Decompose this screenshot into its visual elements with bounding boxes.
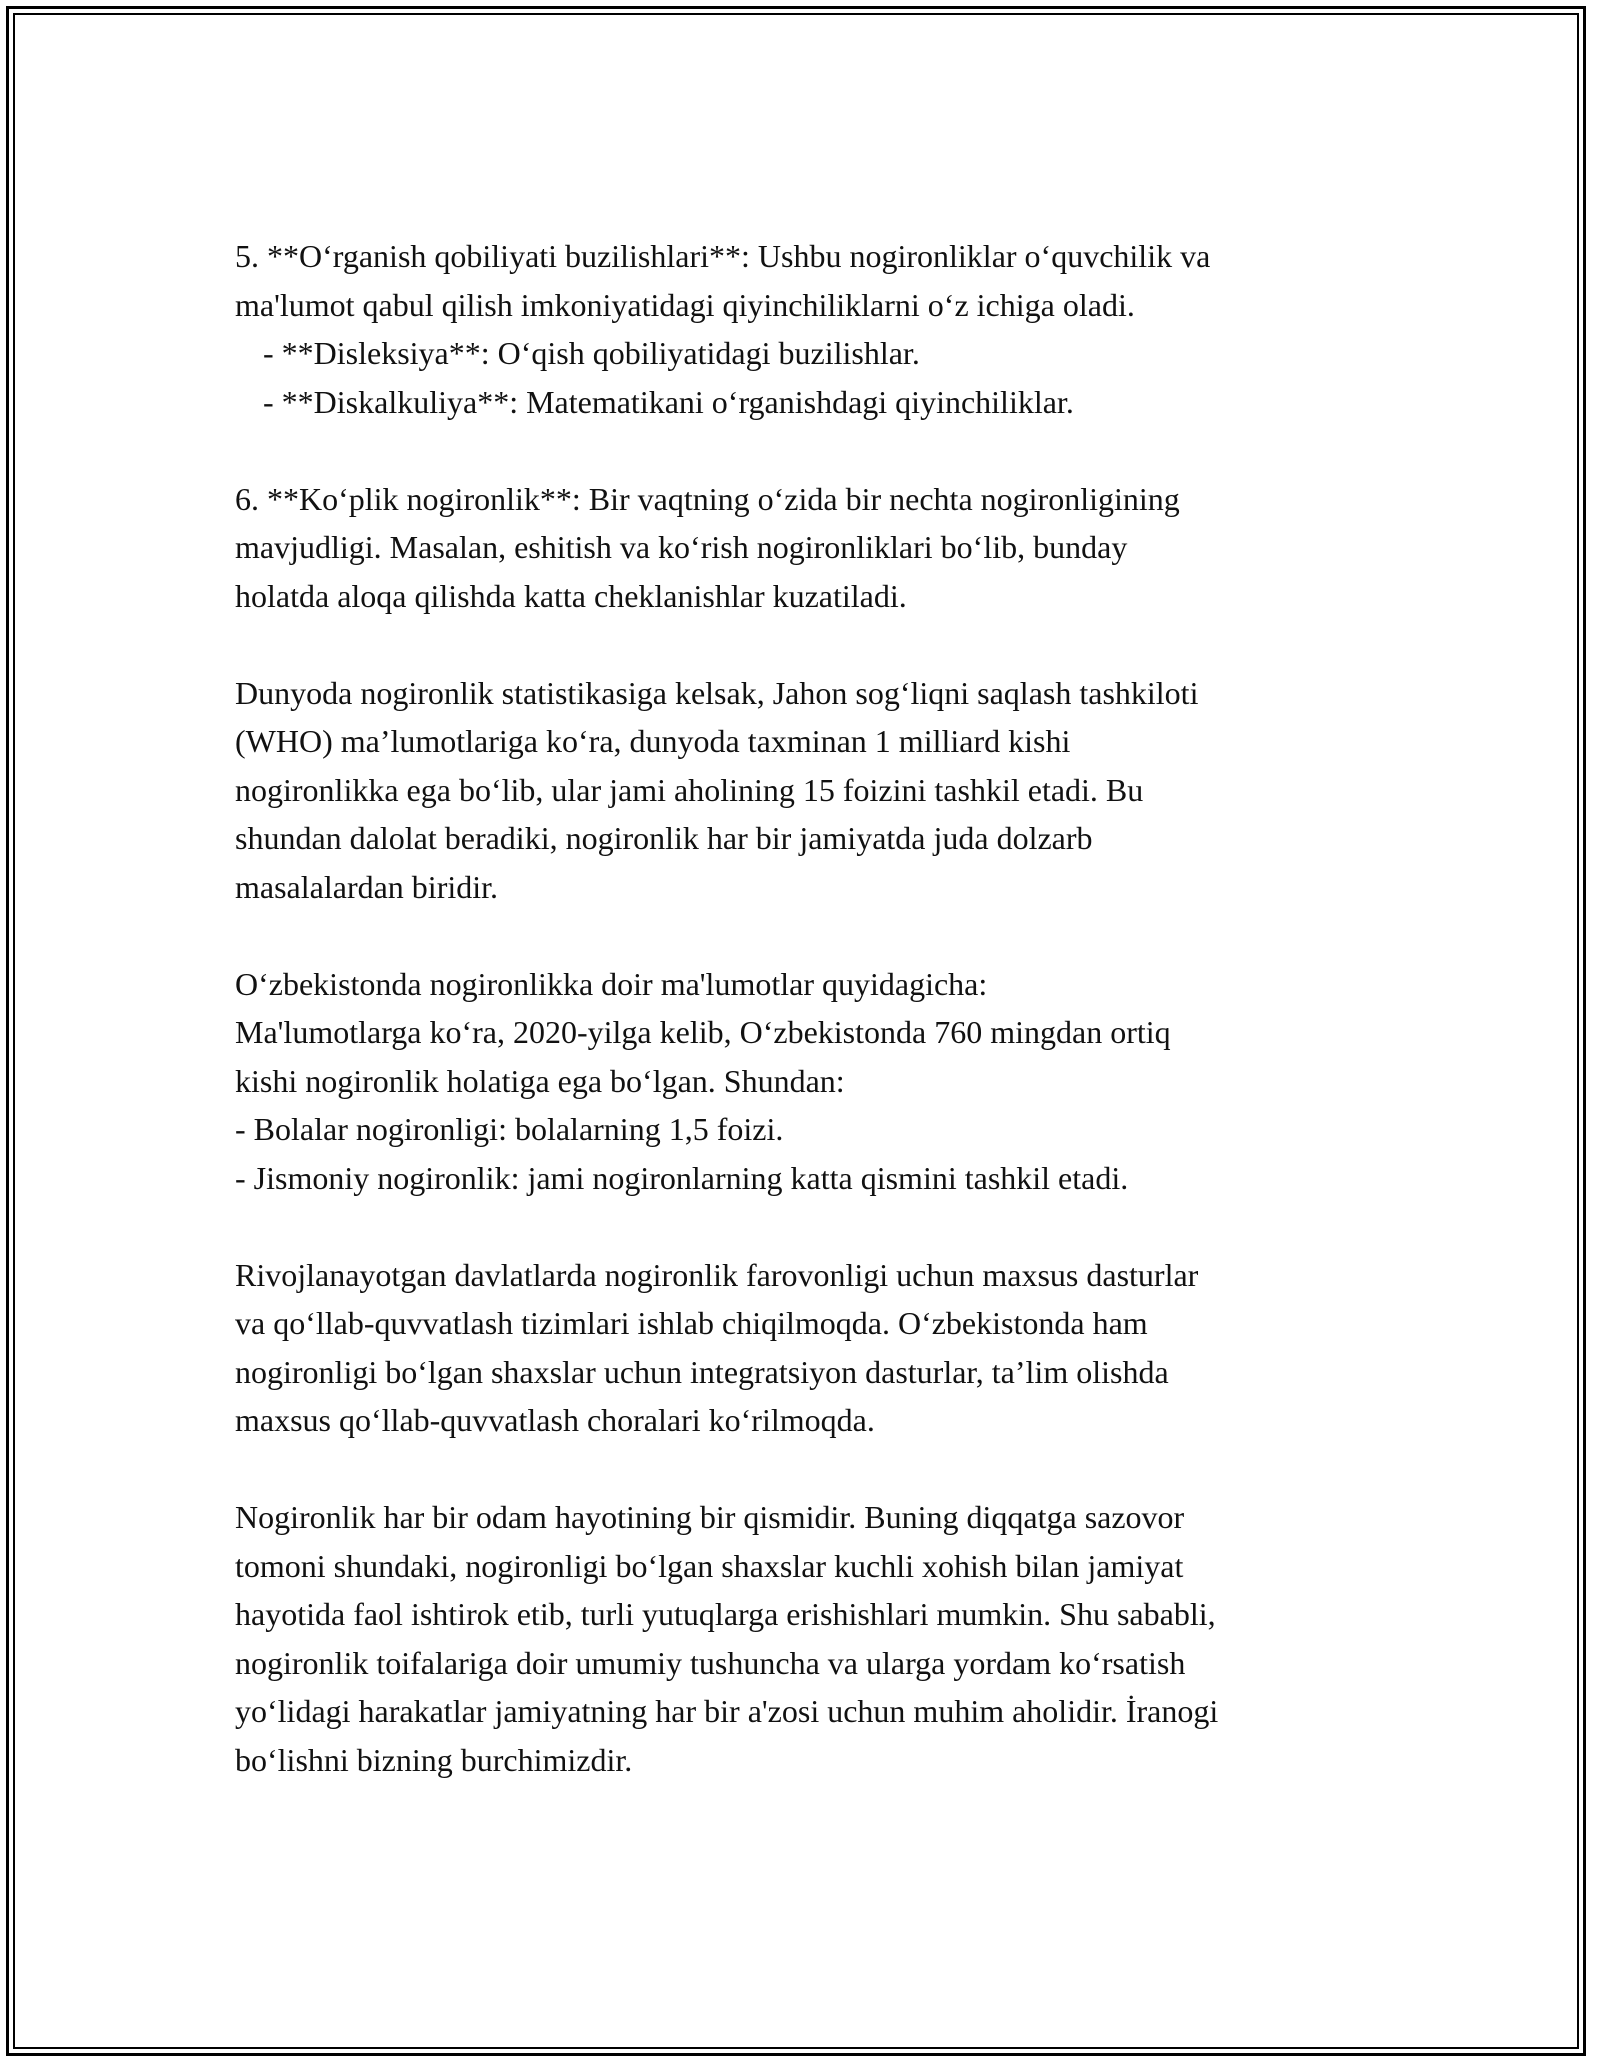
text-line: tomoni shundaki, nogironligi bo‘lgan shaxslar kuchli xohish bilan jamiyat [235,1547,1184,1584]
text-line: nogironligi bo‘lgan shaxslar uchun integratsiyon dasturlar, ta’lim olishda [235,1353,1169,1390]
text-line: ma'lumot qabul qilish imkoniyatidagi qiyinchiliklarni o‘z ichiga oladi. [235,286,1135,323]
text-line: mavjudligi. Masalan, eshitish va ko‘rish nogironliklari bo‘lib, bunday [235,529,1128,565]
paragraph-gap [235,1202,1365,1251]
text-line: holatda aloqa qilishda katta cheklanishlar kuzatiladi. [235,577,907,614]
paragraph-conclusion [235,1493,1365,1784]
list-item-dyscalculia: - **Diskalkuliya**: Matematikani o‘rganishdagi qiyinchiliklar. [263,383,1074,420]
text-line: Ma'lumotlarga ko‘ra, 2020-yilga kelib, O‘zbekistonda 760 mingdan ortiq [235,1014,1171,1050]
list-item-physical: - Jismoniy nogironlik: jami nogironlarning katta qismini tashkil etadi. [235,1159,1129,1196]
text-line: bo‘lishni bizning burchimizdir. [235,1741,633,1778]
paragraph-gap [235,911,1365,960]
text-line: nogironlikka ega bo‘lib, ular jami aholining 15 foizini tashkil etadi. Bu [235,771,1144,808]
text-line: kishi nogironlik holatiga ega bo‘lgan. Shundan: [235,1062,845,1099]
text-line: 5. **O‘rganish qobiliyati buzilishlari**: Ushbu nogironliklar o‘quvchilik va [235,238,1211,274]
paragraph-gap [235,620,1365,669]
paragraph-gap [235,426,1365,475]
text-line: (WHO) ma’lumotlariga ko‘ra, dunyoda taxminan 1 milliard kishi [235,723,1071,759]
text-line: O‘zbekistonda nogironlikka doir ma'lumotlar quyidagicha: [235,965,988,1002]
text-line: masalalardan biridir. [235,868,499,905]
text-line: Nogironlik har bir odam hayotining bir qismidir. Buning diqqatga sazovor [235,1499,1185,1535]
paragraph-developing-countries [235,1251,1365,1445]
paragraph-uzbekistan-data [235,960,1365,1203]
document-body [235,232,1365,1784]
text-line: nogironlik toifalariga doir umumiy tushuncha va ularga yordam ko‘rsatish [235,1644,1186,1681]
text-line: shundan dalolat beradiki, nogironlik har bir jamiyatda juda dolzarb [235,820,1093,856]
paragraph-multiple-disability [235,475,1365,621]
text-line: 6. **Ko‘plik nogironlik**: Bir vaqtning o‘zida bir nechta nogironligining [235,480,1180,517]
list-item-children: - Bolalar nogironligi: bolalarning 1,5 foizi. [235,1111,784,1147]
text-line: va qo‘llab-quvvatlash tizimlari ishlab chiqilmoqda. O‘zbekistonda ham [235,1305,1148,1341]
paragraph-learning-disabilities [235,232,1365,426]
text-line: Dunyoda nogironlik statistikasiga kelsak, Jahon sog‘liqni saqlash tashkiloti [235,674,1199,711]
text-line: Rivojlanayotgan davlatlarda nogironlik farovonligi uchun maxsus dasturlar [235,1256,1199,1293]
paragraph-gap [235,1445,1365,1494]
text-line: yo‘lidagi harakatlar jamiyatning har bir a'zosi uchun muhim aholidir. İranogi [235,1693,1219,1729]
paragraph-world-statistics [235,669,1365,912]
text-line: hayotida faol ishtirok etib, turli yutuqlarga erishishlari mumkin. Shu sababli, [235,1596,1216,1632]
text-line: maxsus qo‘llab-quvvatlash choralari ko‘rilmoqda. [235,1402,875,1438]
list-item-dyslexia: - **Disleksiya**: O‘qish qobiliyatidagi buzilishlar. [263,335,920,371]
